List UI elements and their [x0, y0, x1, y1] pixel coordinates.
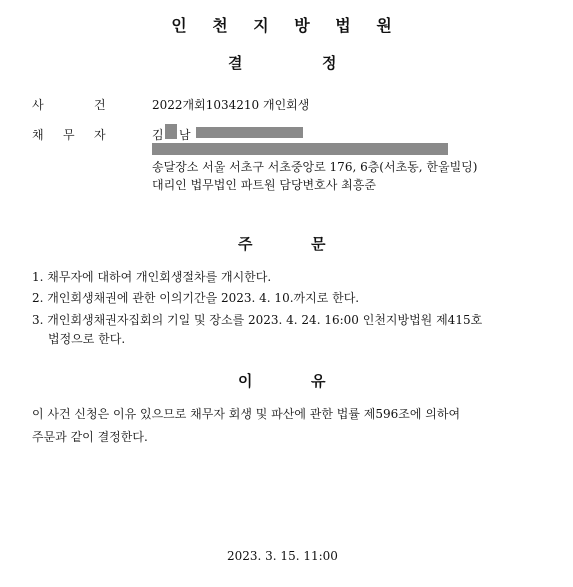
service-address: 송달장소 서울 서초구 서초중앙로 176, 6층(서초동, 한울빌딩)	[152, 160, 478, 174]
doc-type-char-2: 정	[322, 54, 337, 72]
reason-line-1: 이 사건 신청은 이유 있으므로 채무자 회생 및 파산에 관한 법률 제596조에 의하여	[32, 407, 461, 421]
case-label-char-1: 사	[32, 98, 44, 112]
order-item-2: 2. 개인회생채권에 관한 이의기간을 2023. 4. 10.까지로 한다.	[32, 291, 360, 305]
order-item-3: 3. 개인회생채권자집회의 기일 및 장소를 2023. 4. 24. 16:00 인천지방법원 제415호	[32, 313, 483, 327]
order-title-char-1: 주	[238, 235, 253, 253]
reason-line-2: 주문과 같이 결정한다.	[32, 430, 148, 444]
debtor-name-first: 김	[152, 128, 164, 142]
redaction-address	[152, 143, 448, 155]
court-name: 인 천 지 방 법 원	[171, 16, 402, 35]
reason-title-char-2: 유	[311, 372, 326, 390]
debtor-label-char-3: 자	[94, 128, 106, 142]
order-item-3-cont: 법정으로 한다.	[48, 332, 126, 346]
decision-date: 2023. 3. 15. 11:00	[227, 549, 338, 563]
debtor-name-last: 남	[179, 128, 191, 142]
representative: 대리인 법무법인 파트원 담당변호사 최흥준	[152, 178, 376, 192]
debtor-label-char-1: 채	[32, 128, 44, 142]
redaction-name	[165, 124, 177, 139]
redaction-id	[196, 127, 303, 138]
doc-type-char-1: 결	[228, 54, 243, 72]
debtor-label-char-2: 무	[63, 128, 75, 142]
reason-title-char-1: 이	[238, 372, 253, 390]
case-label-char-2: 건	[94, 98, 106, 112]
case-number: 2022개회1034210 개인회생	[152, 98, 310, 112]
order-title-char-2: 문	[311, 235, 326, 253]
order-item-1: 1. 채무자에 대하여 개인회생절차를 개시한다.	[32, 270, 272, 284]
